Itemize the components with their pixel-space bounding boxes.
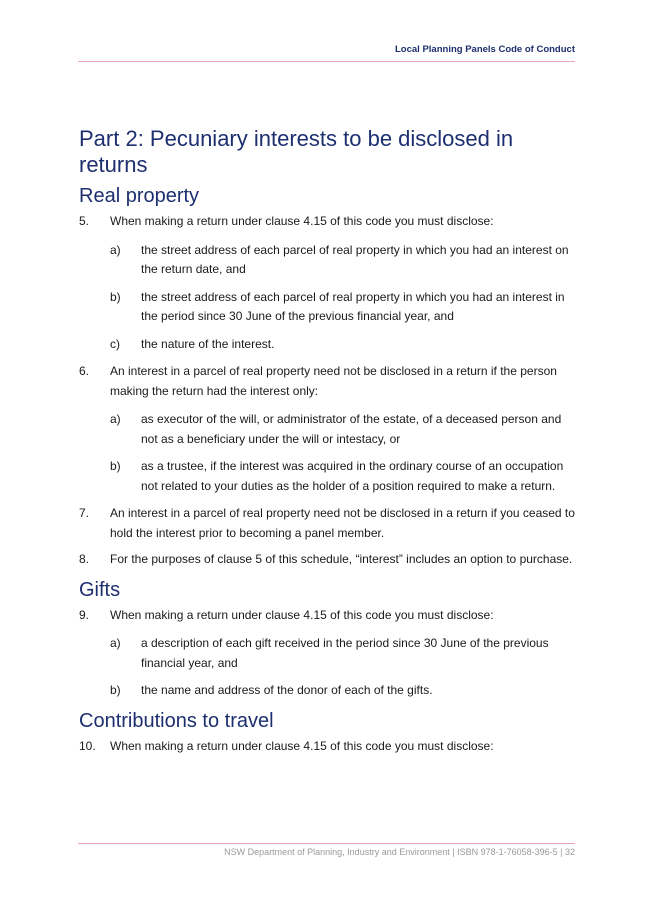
sections-container [79, 184, 576, 756]
clause-text: When making a return under clause 4.15 of this code you must disclose: [110, 738, 494, 753]
section-heading: Gifts [79, 578, 121, 601]
sub-clause [110, 241, 576, 280]
clause-text: For the purposes of clause 5 of this schedule, “interest” includes an option to purchase. [110, 552, 573, 566]
clause-number: 9. [79, 607, 90, 622]
sub-clause-text: as a trustee, if the interest was acquired in the ordinary course of an occupation not related to your duties as the holder of a position required to make a return. [141, 459, 564, 493]
clause-number: 5. [79, 214, 90, 228]
running-footer: NSW Department of Planning, Industry and Environment | ISBN 978-1-76058-396-5 | 32 [224, 847, 575, 857]
footer-divider [78, 843, 575, 844]
sub-clause-label: b) [110, 459, 121, 473]
clause-text: When making a return under clause 4.15 of this code you must disclose: [110, 214, 494, 228]
sub-clause-label: a) [110, 636, 121, 650]
sub-clause-label: c) [110, 336, 120, 351]
section-heading: Contributions to travel [79, 709, 274, 732]
section-heading: Real property [79, 185, 200, 207]
numbered-clause [79, 212, 576, 232]
clause-number: 7. [79, 506, 90, 520]
sub-clause-label: b) [110, 683, 121, 697]
numbered-clause [79, 737, 576, 757]
sub-clause-label: b) [110, 289, 121, 304]
sub-clause [110, 634, 576, 673]
sub-clause [110, 681, 576, 701]
sub-clause-label: a) [110, 412, 121, 426]
sub-clause-text: the name and address of the donor of each of the gifts. [141, 683, 433, 697]
sub-clause [110, 410, 576, 449]
clause-number: 8. [79, 552, 90, 566]
page-content [79, 126, 576, 763]
sub-clause-text: as executor of the will, or administrator of the estate, of a deceased person and not as a beneficiary under the will or intestacy, or [141, 412, 562, 446]
sub-clause [110, 288, 576, 327]
part-heading: Part 2: Pecuniary interests to be disclosed in returns [79, 126, 514, 177]
sub-clause-text: the nature of the interest. [141, 336, 275, 351]
clause-text: When making a return under clause 4.15 of this code you must disclose: [110, 607, 494, 622]
sub-clause-text: the street address of each parcel of real property in which you had an interest in the period since 30 June of the previous financial year, and [141, 289, 565, 323]
sub-clause-text: the street address of each parcel of real property in which you had an interest on the return date, and [141, 242, 569, 276]
numbered-clause [79, 504, 576, 543]
numbered-clause [79, 362, 576, 401]
sub-clause [110, 457, 576, 496]
sub-clause-label: a) [110, 242, 121, 257]
numbered-clause [79, 550, 576, 570]
clause-number: 6. [79, 364, 90, 378]
sub-clause [110, 335, 576, 355]
sub-clause-text: a description of each gift received in the period since 30 June of the previous financial year, and [141, 636, 549, 670]
clause-text: An interest in a parcel of real property need not be disclosed in a return if you ceased to hold the interest prior to becoming a panel member. [110, 506, 575, 540]
clause-number: 10. [79, 738, 96, 753]
numbered-clause [79, 606, 576, 626]
header-divider [78, 61, 575, 62]
running-header: Local Planning Panels Code of Conduct [395, 44, 575, 55]
clause-text: An interest in a parcel of real property need not be disclosed in a return if the person making the return had the interest only: [110, 364, 557, 398]
